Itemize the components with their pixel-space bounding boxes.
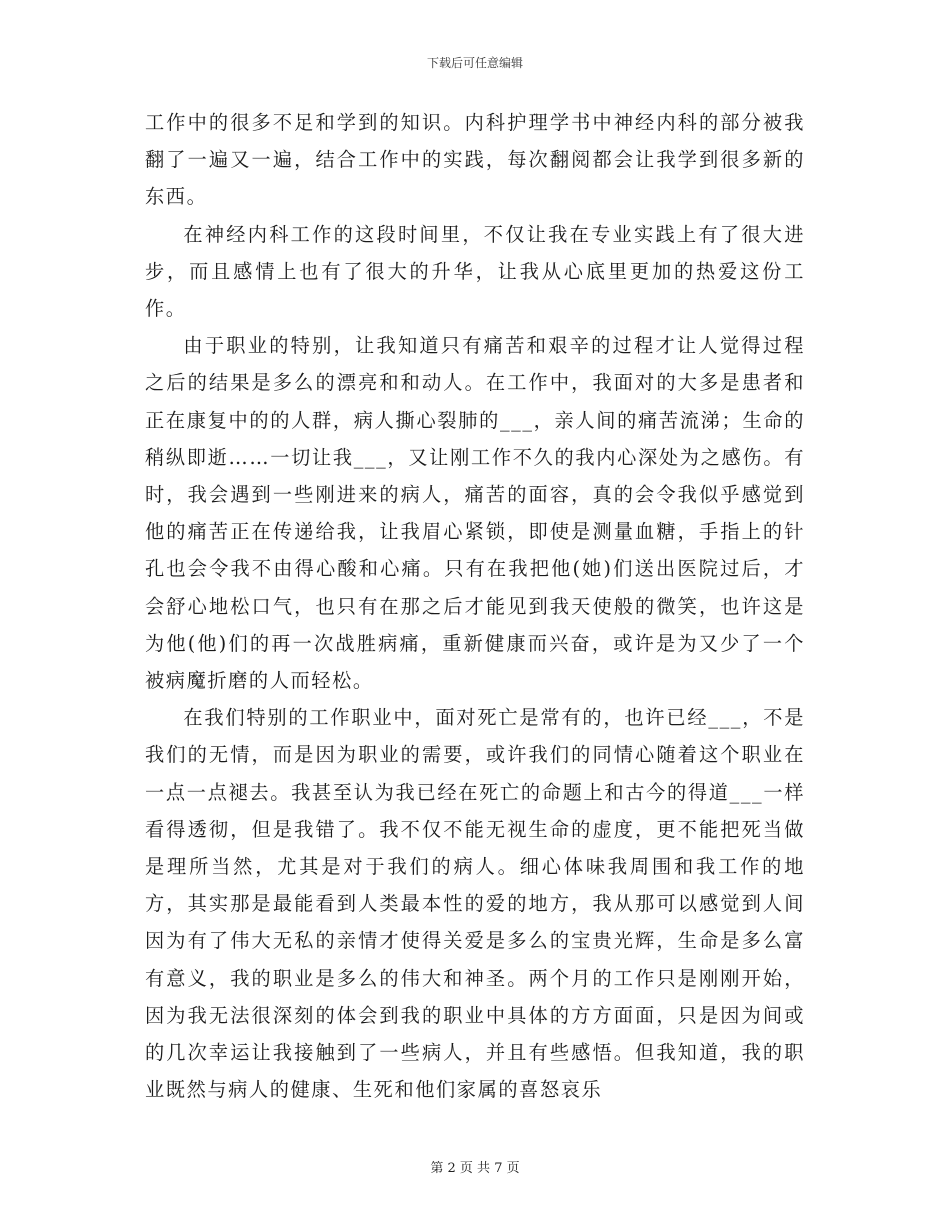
body-text xyxy=(145,104,805,1108)
page-footer: 第 2 页 共 7 页 xyxy=(430,1161,520,1176)
page-header: 下载后可任意编辑 xyxy=(426,56,523,70)
paragraph-2: 在神经内科工作的这段时间里，不仅让我在专业实践上有了很大进步，而且感情上也有了很大的升华，让我从心底里更加的热爱这份工作。 xyxy=(145,222,805,321)
paragraph-4: 在我们特别的工作职业中，面对死亡是常有的，也许已经___，不是我们的无情，而是因为职业的需要，或许我们的同情心随着这个职业在一点一点褪去。我甚至认为我已经在死亡的命题上和古今的得道___一样看得透彻，但是我错了。我不仅不能无视生命的虚度，更不能把死当做是理所当然，尤其是对于我们的病人。细心体味我周围和我工作的地方，其实那是最能看到人类最本性的爱的地方，我从那可以感觉到人间因为有了伟大无私的亲情才使得关爱是多么的宝贵光辉，生命是多么富有意义，我的职业是多么的伟大和神圣。两个月的工作只是刚刚开始，因为我无法很深刻的体会到我的职业中具体的方方面面，只是因为间或的几次幸运让我接触到了一些病人，并且有些感悟。但我知道，我的职业既然与病人的健康、生死和他们家属的喜怒哀乐 xyxy=(145,706,805,1102)
paragraph-3: 由于职业的特别，让我知道只有痛苦和艰辛的过程才让人觉得过程之后的结果是多么的漂亮和和动人。在工作中，我面对的大多是患者和正在康复中的的人群，病人撕心裂肺的___，亲人间的痛苦流涕；生命的稍纵即逝……一切让我___，又让刚工作不久的我内心深处为之感伤。有时，我会遇到一些刚进来的病人，痛苦的面容，真的会令我似乎感觉到他的痛苦正在传递给我，让我眉心紧锁，即使是测量血糖，手指上的针孔也会令我不由得心酸和心痛。只有在我把他(她)们送出医院过后，才会舒心地松口气，也只有在那之后才能见到我天使般的微笑，也许这是为他(他)们的再一次战胜病痛，重新健康而兴奋，或许是为又少了一个被病魔折磨的人而轻松。 xyxy=(145,334,805,693)
paragraph-1: 工作中的很多不足和学到的知识。内科护理学书中神经内科的部分被我翻了一遍又一遍，结合工作中的实践，每次翻阅都会让我学到很多新的东西。 xyxy=(145,111,805,209)
